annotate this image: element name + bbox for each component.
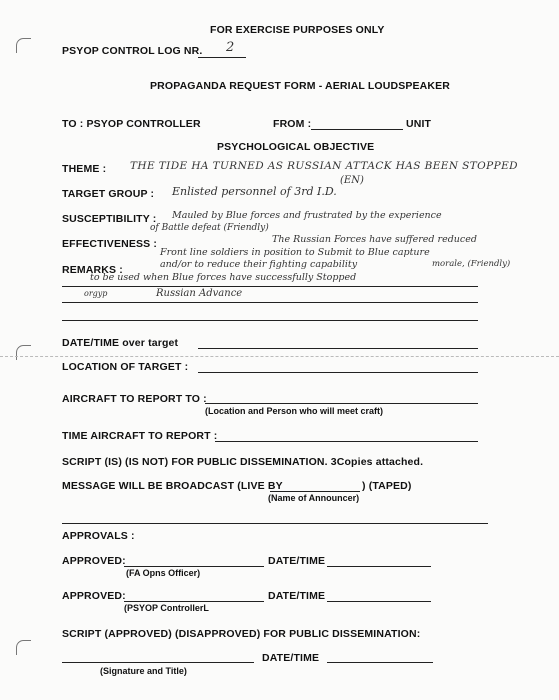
punch-hole-mark [16, 38, 31, 53]
to-label: TO : PSYOP CONTROLLER [62, 118, 201, 130]
approved-psyop-line [124, 601, 264, 602]
approved-psyop-label: APPROVED: [62, 590, 126, 602]
remarks-label: REMARKS : [62, 264, 123, 276]
signature-datetime-line [327, 662, 433, 663]
approved-fa-datetime-line [327, 566, 431, 567]
effectiveness-line-3: and/or to reduce their fighting capability [160, 259, 358, 270]
theme-label: THEME : [62, 163, 107, 175]
location-line [198, 372, 478, 373]
target-group-label: TARGET GROUP : [62, 188, 155, 200]
approved-psyop-datetime-line [327, 601, 431, 602]
location-label: LOCATION OF TARGET : [62, 361, 189, 373]
theme-value: THE TIDE HA TURNED AS RUSSIAN ATTACK HAS BEEN STOPPED [130, 160, 518, 172]
remarks-line-2: Russian Advance [156, 288, 243, 299]
punch-hole-mark [16, 345, 31, 360]
time-aircraft-line [215, 441, 478, 442]
aircraft-label: AIRCRAFT TO REPORT TO : [62, 393, 207, 405]
objective-title: PSYCHOLOGICAL OBJECTIVE [217, 141, 375, 153]
remarks-note: orgyp [84, 289, 108, 298]
announcer-note: (Name of Announcer) [268, 493, 360, 503]
log-number-label: PSYOP CONTROL LOG NR. [62, 45, 203, 57]
remarks-line-1: to be used when Blue forces have successfully Stopped [90, 272, 357, 283]
approvals-label: APPROVALS : [62, 530, 135, 542]
approved-fa-datetime-label: DATE/TIME [268, 555, 326, 567]
susceptibility-label: SUSCEPTIBILITY : [62, 213, 157, 225]
broadcast-label: MESSAGE WILL BE BROADCAST (LIVE BY [62, 480, 283, 492]
remarks-rule [62, 286, 478, 287]
log-number-line [198, 57, 246, 58]
fold-line [0, 356, 559, 357]
effectiveness-label: EFFECTIVENESS : [62, 238, 158, 250]
datetime-line [198, 348, 478, 349]
signature-line [62, 662, 254, 663]
approved-psyop-datetime-label: DATE/TIME [268, 590, 326, 602]
psyop-controller-note: (PSYOP ControllerL [124, 603, 209, 613]
unit-label: UNIT [406, 118, 432, 130]
from-line [311, 129, 403, 130]
broadcast-rule [62, 523, 488, 524]
form-title: PROPAGANDA REQUEST FORM - AERIAL LOUDSPEAKER [150, 80, 451, 92]
announcer-line [270, 491, 360, 492]
effectiveness-note: morale, (Friendly) [432, 259, 511, 269]
datetime-label: DATE/TIME over target [62, 337, 179, 349]
effectiveness-line-2: Front line soldiers in position to Submit to Blue capture [160, 247, 430, 258]
remarks-rule [62, 302, 478, 303]
exercise-banner: FOR EXERCISE PURPOSES ONLY [210, 24, 385, 36]
from-label: FROM : [273, 118, 312, 130]
fa-officer-note: (FA Opns Officer) [126, 568, 201, 578]
punch-hole-mark [16, 640, 31, 655]
signature-note: (Signature and Title) [100, 666, 187, 676]
aircraft-line [205, 403, 478, 404]
log-number-value: 2 [226, 40, 235, 55]
target-group-value: Enlisted personnel of 3rd I.D. [172, 185, 337, 198]
susceptibility-value: Mauled by Blue forces and frustrated by the experience [172, 210, 442, 221]
script-approved: SCRIPT (APPROVED) (DISAPPROVED) FOR PUBLIC DISSEMINATION: [62, 628, 421, 640]
signature-datetime-label: DATE/TIME [262, 652, 320, 664]
script-dissemination: SCRIPT (IS) (IS NOT) FOR PUBLIC DISSEMINATION. 3Copies attached. [62, 456, 424, 468]
susceptibility-note: of Battle defeat (Friendly) [150, 223, 269, 233]
approved-fa-line [124, 566, 264, 567]
time-aircraft-label: TIME AIRCRAFT TO REPORT : [62, 430, 218, 442]
theme-note: (EN) [340, 175, 364, 186]
aircraft-note: (Location and Person who will meet craft) [205, 406, 384, 416]
approved-fa-label: APPROVED: [62, 555, 126, 567]
remarks-rule [62, 320, 478, 321]
effectiveness-line-1: The Russian Forces have suffered reduced [272, 234, 477, 245]
broadcast-taped: ) (TAPED) [362, 480, 412, 492]
